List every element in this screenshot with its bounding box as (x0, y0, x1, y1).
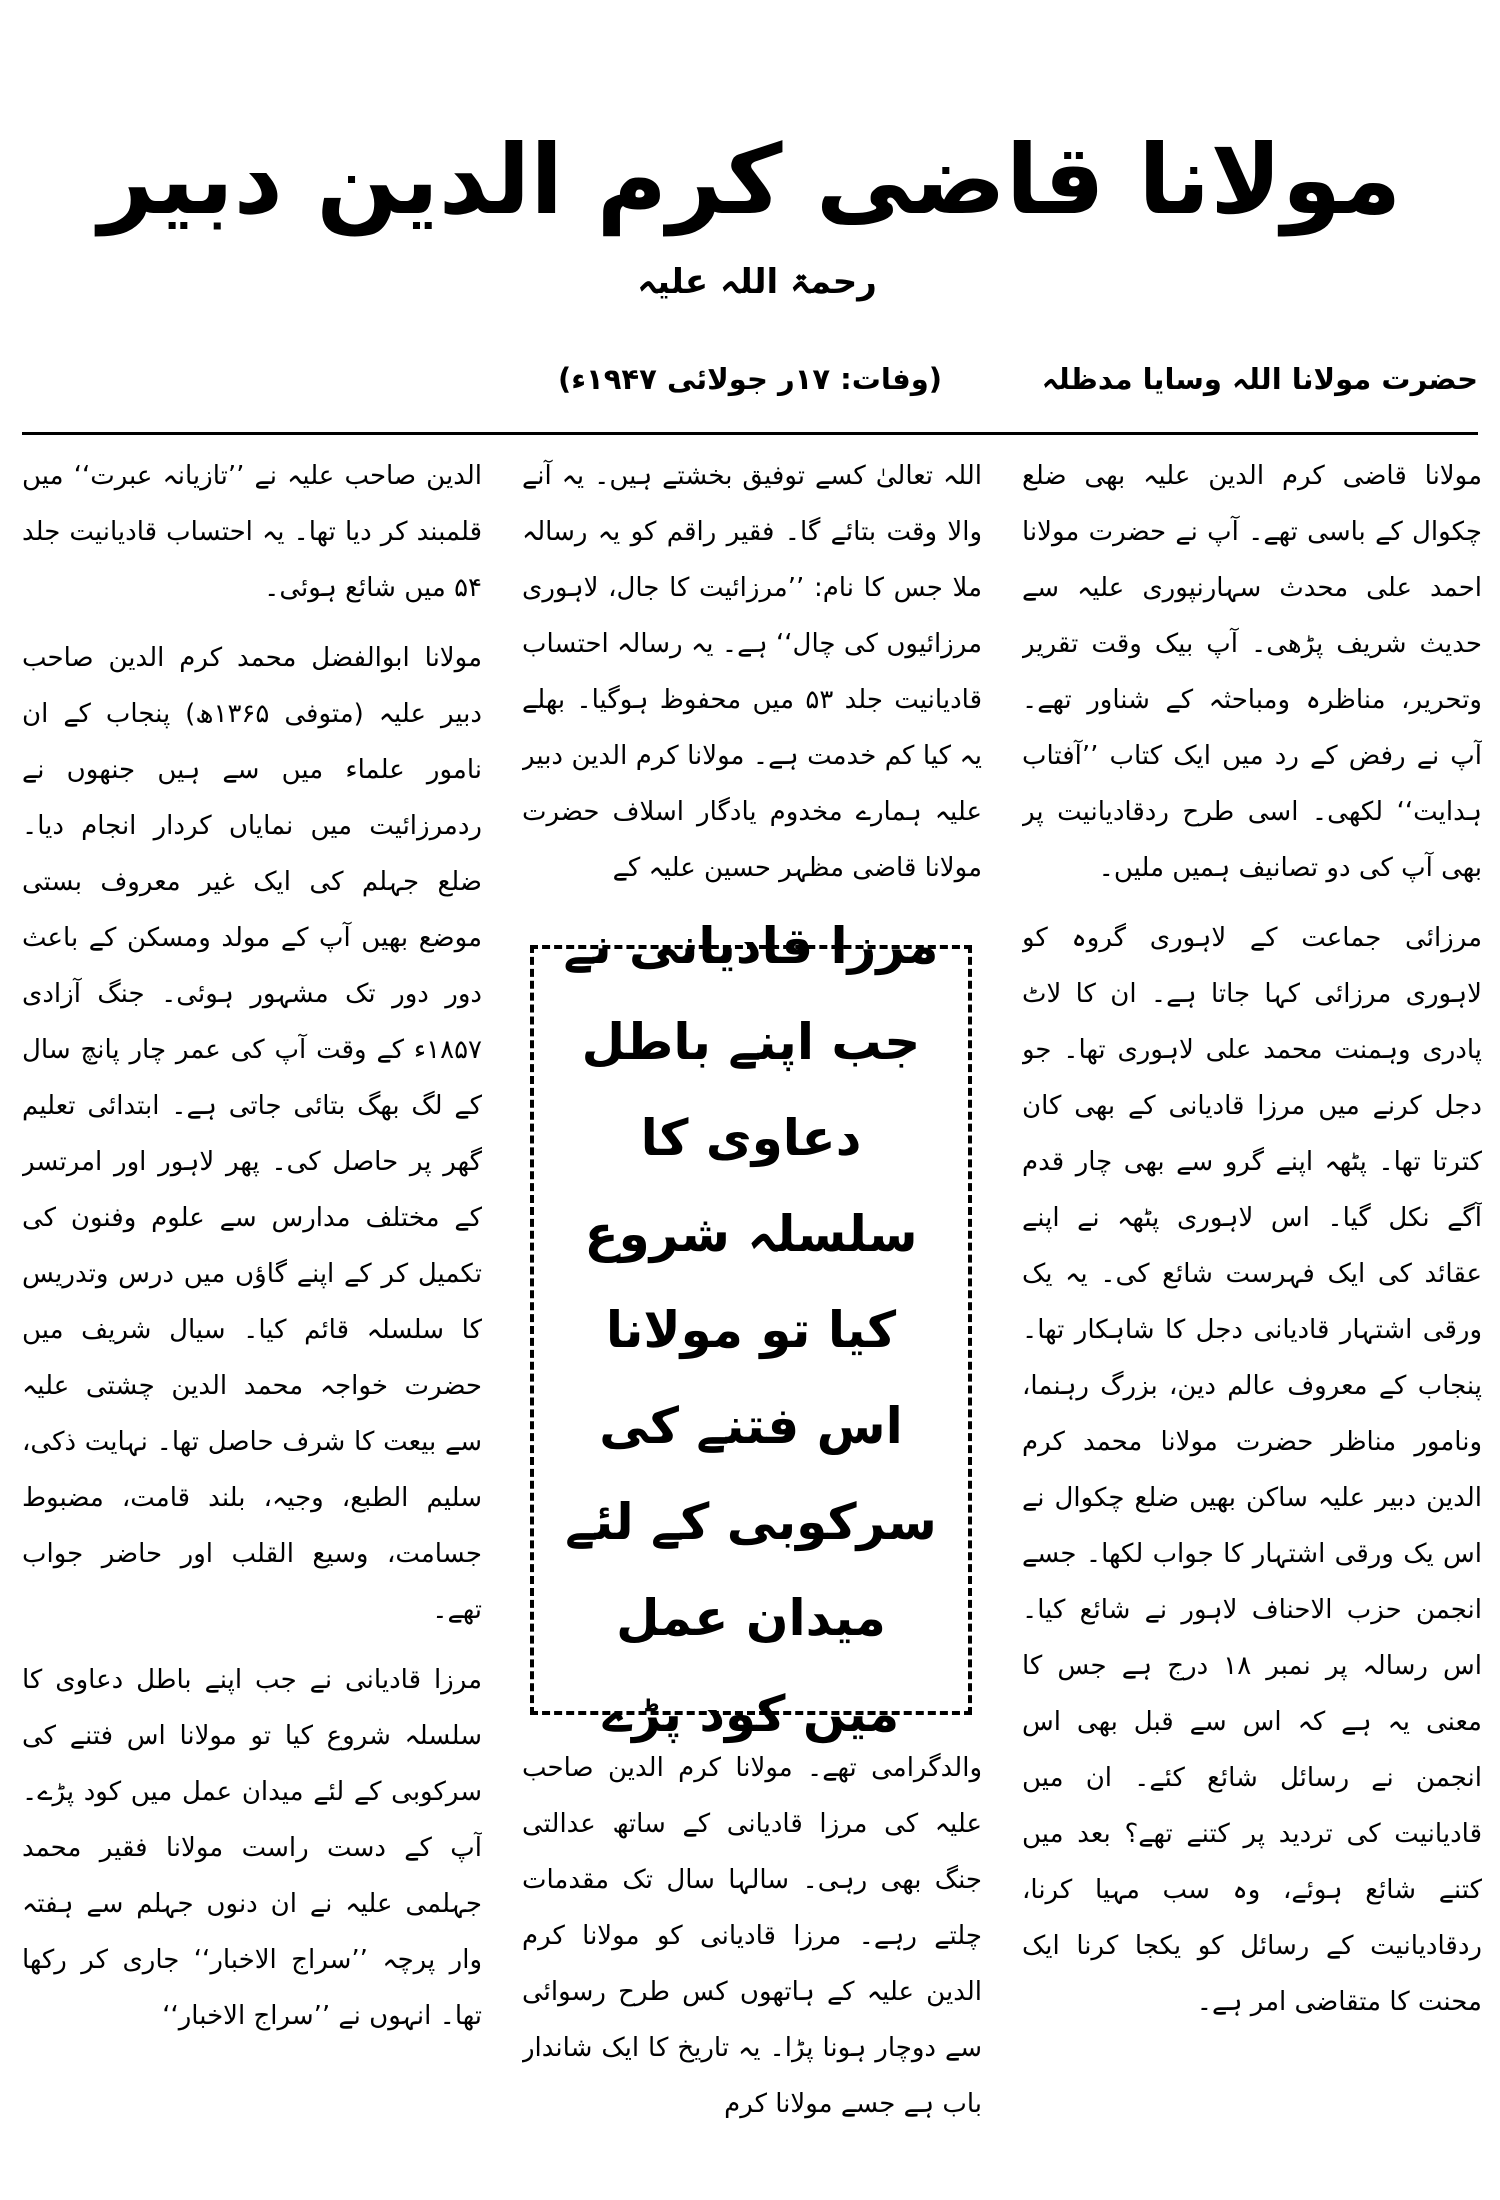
pull-quote-text: مرزا قادیانی نے جب اپنے باطل دعاوی کا سلسلہ شروع کیا تو مولانا اس فتنے کی سرکوبی کے لئے میدان عمل میں کود پڑے (563, 917, 939, 1743)
pull-quote-box (530, 917, 972, 1743)
byline-row (22, 362, 1478, 422)
header-rule (22, 432, 1478, 435)
paragraph: اللہ تعالیٰ کسے توفیق بخشتے ہیں۔ یہ آنے والا وقت بتائے گا۔ فقیر راقم کو یہ رسالہ ملا جس کا نام: ’’مرزائیت کا جال، لاہوری مرزائیوں کی چال‘‘ ہے۔ یہ رسالہ احتساب قادیانیت جلد ۵۳ میں محفوظ ہوگیا۔ بھلے یہ کیا کم خدمت ہے۔ مولانا کرم الدین دبیر علیہ ہمارے مخدوم یادگار اسلاف حضرت مولانا قاضی مظہر حسین علیہ کے (522, 461, 982, 883)
title-area (0, 105, 1500, 302)
article-column-middle-top (522, 448, 982, 928)
article-column-middle-bottom (522, 1740, 982, 2188)
paragraph: الدین صاحب علیہ نے ’’تازیانہ عبرت‘‘ میں قلمبند کر دیا تھا۔ یہ احتساب قادیانیت جلد ۵۴ میں شائع ہوئی۔ (22, 461, 482, 603)
author-byline: حضرت مولانا اللہ وسایا مدظلہ (1041, 362, 1478, 396)
article-column-left (22, 448, 482, 2188)
paragraph: والدگرامی تھے۔ مولانا کرم الدین صاحب علیہ کی مرزا قادیانی کے ساتھ عدالتی جنگ بھی رہی۔ سالہا سال تک مقدمات چلتے رہے۔ مرزا قادیانی کو مولانا کرم الدین علیہ کے ہاتھوں کس طرح رسوائی سے دوچار ہونا پڑا۔ یہ تاریخ کا ایک شاندار باب ہے جسے مولانا کرم (522, 1753, 982, 2119)
title-text: مولانا قاضی کرم الدین دبیر (98, 124, 1402, 236)
page-title (0, 105, 1500, 405)
paragraph: مرزا قادیانی نے جب اپنے باطل دعاوی کا سلسلہ شروع کیا تو مولانا اس فتنے کی سرکوبی کے لئے میدان عمل میں کود پڑے۔ آپ کے دست راست مولانا فقیر محمد جہلمی علیہ نے ان دنوں جہلم سے ہفتہ وار پرچہ ’’سراج الاخبار‘‘ جاری کر رکھا تھا۔ انہوں نے ’’سراج الاخبار‘‘ (22, 1665, 482, 2031)
paragraph: مرزائی جماعت کے لاہوری گروہ کو لاہوری مرزائی کہا جاتا ہے۔ ان کا لاٹ پادری وہمنت محمد علی لاہوری تھا۔ جو دجل کرنے میں مرزا قادیانی کے بھی کان کترتا تھا۔ پٹھہ اپنے گرو سے بھی چار قدم آگے نکل گیا۔ اس لاہوری پٹھہ نے اپنے عقائد کی ایک فہرست شائع کی۔ یہ یک ورقی اشتہار قادیانی دجل کا شاہکار تھا۔ پنجاب کے معروف عالم دین، بزرگ رہنما، ونامور مناظر حضرت مولانا محمد کرم الدین دبیر علیہ ساکن بھیں ضلع چکوال نے اس یک ورقی اشتہار کا جواب لکھا۔ جسے انجمن حزب الاحناف لاہور نے شائع کیا۔ اس رسالہ پر نمبر ۱۸ درج ہے جس کا معنی یہ ہے کہ اس سے قبل بھی اس انجمن نے رسائل شائع کئے۔ ان میں قادیانیت کی تردید پر کتنے تھے؟ بعد میں کتنے شائع ہوئے، وہ سب مہیا کرنا، ردقادیانیت کے رسائل کو یکجا کرنا ایک محنت کا متقاضی امر ہے۔ (1022, 923, 1482, 2017)
paragraph: مولانا ابوالفضل محمد کرم الدین صاحب دبیر علیہ (متوفی ۱۳۶۵ھ) پنجاب کے ان نامور علماء میں سے ہیں جنھوں نے ردمرزائیت میں نمایاں کردار انجام دیا۔ ضلع جہلم کی ایک غیر معروف بستی موضع بھیں آپ کے مولد ومسکن کے باعث دور دور تک مشہور ہوئی۔ جنگ آزادی ۱۸۵۷ء کے وقت آپ کی عمر چار پانچ سال کے لگ بھگ بتائی جاتی ہے۔ ابتدائی تعلیم گھر پر حاصل کی۔ پھر لاہور اور امرتسر کے مختلف مدارس سے علوم وفنون کی تکمیل کر کے اپنے گاؤں میں درس وتدریس کا سلسلہ قائم کیا۔ سیال شریف میں حضرت خواجہ محمد الدین چشتی علیہ سے بیعت کا شرف حاصل تھا۔ نہایت ذکی، سلیم الطبع، وجیہ، بلند قامت، مضبوط جسامت، وسیع القلب اور حاضر جواب تھے۔ (22, 643, 482, 1625)
death-date: (وفات: ۱۷ر جولائی ۱۹۴۷ء) (557, 362, 943, 396)
paragraph: مولانا قاضی کرم الدین علیہ بھی ضلع چکوال کے باسی تھے۔ آپ نے حضرت مولانا احمد علی محدث سہارنپوری علیہ سے حدیث شریف پڑھی۔ آپ بیک وقت تقریر وتحریر، مناظرہ ومباحثہ کے شناور تھے۔ آپ نے رفض کے رد میں ایک کتاب ’’آفتاب ہدایت‘‘ لکھی۔ اسی طرح ردقادیانیت پر بھی آپ کی دو تصانیف ہمیں ملیں۔ (1022, 461, 1482, 883)
article-column-right (1022, 448, 1482, 2188)
title-honorific: رحمۃ اللہ علیہ (637, 262, 877, 302)
